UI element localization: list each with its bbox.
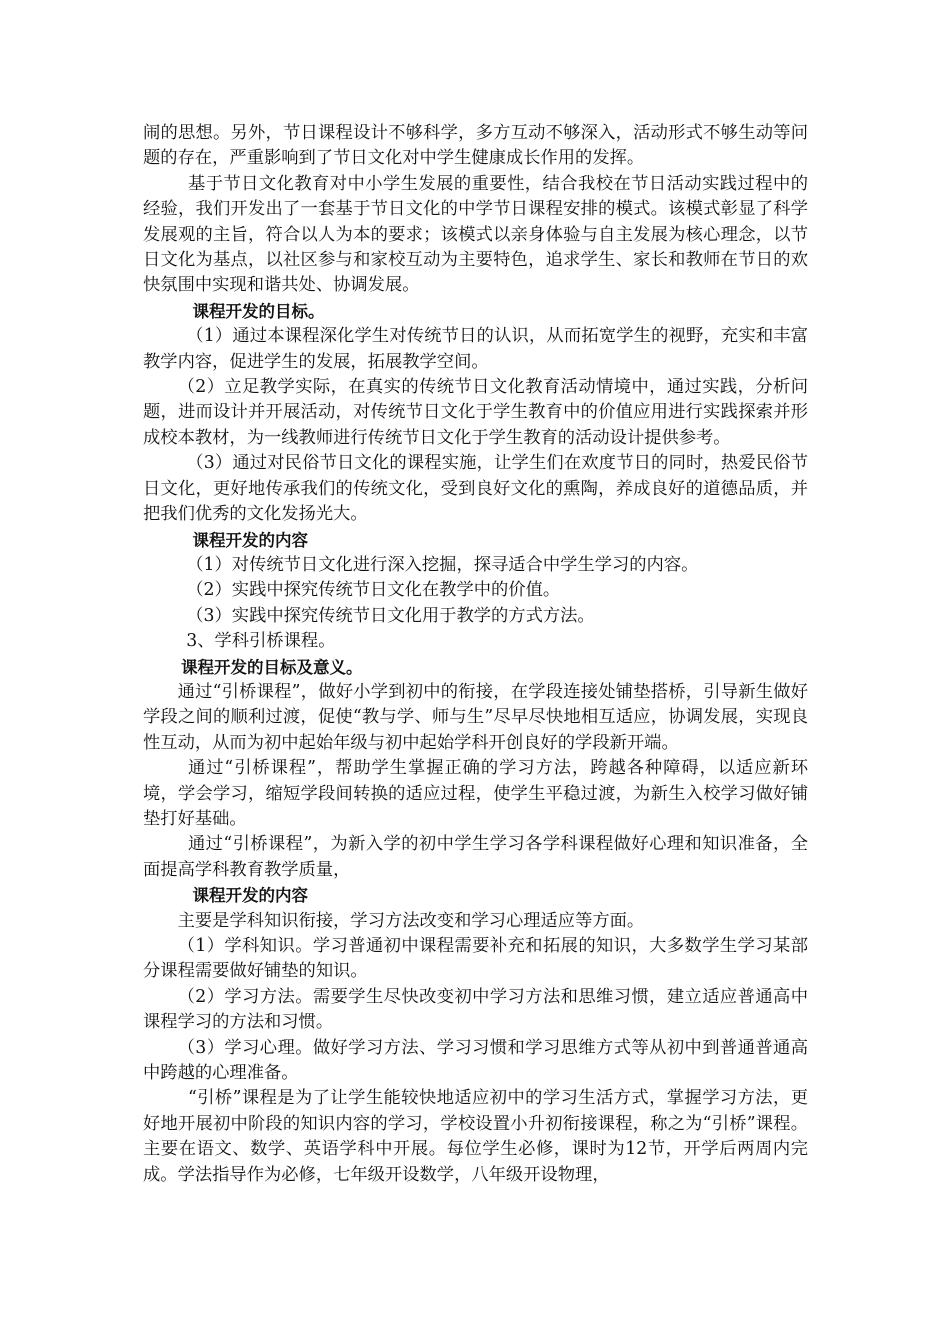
section-number: 3、学科引桥课程。 <box>186 631 336 652</box>
list-item: （3）实践中探究传统节日文化用于教学的方式方法。 <box>186 605 595 626</box>
section-heading: 课程开发的目标及意义。 <box>180 657 363 677</box>
list-item: （1）学科知识。学习普通初中课程需要补充和拓展的知识，大多数学生学习某部分课程需要做好铺垫的知识。 <box>143 936 808 982</box>
document-body <box>143 121 808 1188</box>
paragraph: 基于节日文化教育对中小学生发展的重要性，结合我校在节日活动实践过程中的经验，我们开发出了一套基于节日文化的中学节日课程安排的模式。该模式彰显了科学发展观的主旨，符合以人为本的要求；该模式以亲身体验与自主发展为核心理念，以节日文化为基点，以社区参与和家校互动为主要特色，追求学生、家长和教师在节日的欢快氛围中实现和谐共处、协调发展。 <box>143 173 808 296</box>
paragraph: 通过“引桥课程”，帮助学生掌握正确的学习方法，跨越各种障碍，以适应新环境，学会学习，缩短学段间转换的适应过程，使学生平稳过渡，为新生入校学习做好铺垫打好基础。 <box>143 758 808 829</box>
list-item: （2）学习方法。需要学生尽快改变初中学习方法和思维习惯，建立适应普通高中课程学习的方法和习惯。 <box>143 986 808 1033</box>
section-heading: 课程开发的内容 <box>192 886 308 906</box>
paragraph: 通过“引桥课程”，做好小学到初中的衔接，在学段连接处铺垫搭桥，引导新生做好学段之间的顺利过渡，促使“教与学、师与生”尽早尽快地相互适应，协调发展，实现良性互动，从而为初中起始年级与初中起始学科开创良好的学段新开端。 <box>143 681 808 753</box>
paragraph: 闹的思想。另外，节日课程设计不够科学，多方互动不够深入，活动形式不够生动等问题的存在，严重影响到了节日文化对中学生健康成长作用的发挥。 <box>143 123 808 169</box>
list-item: （1）对传统节日文化进行深入挖掘，探寻适合中学生学习的内容。 <box>186 554 699 575</box>
paragraph: 通过“引桥课程”，为新入学的初中学生学习各学科课程做好心理和知识准备，全面提高学科教育教学质量， <box>143 834 808 880</box>
list-item: （3）学习心理。做好学习方法、学习习惯和学习思维方式等从初中到普通普通高中跨越的心理准备。 <box>143 1037 808 1084</box>
list-item: （2）立足教学实际，在真实的传统节日文化教育活动情境中，通过实践，分析问题，进而设计并开展活动，对传统节日文化于学生教育中的价值应用进行实践探索并形成校本教材，为一线教师进行传统节日文化于学生教育的活动设计提供参考。 <box>143 377 808 448</box>
list-item: （1）通过本课程深化学生对传统节日的认识，从而拓宽学生的视野，充实和丰富教学内容，促进学生的发展，拓展教学空间。 <box>143 326 808 372</box>
paragraph: “引桥”课程是为了让学生能较快地适应初中的学习生活方式，掌握学习方法，更好地开展初中阶段的知识内容的学习，学校设置小升初衔接课程，称之为“引桥”课程。主要在语文、数学、英语学科中开展。每位学生必修，课时为12节，开学后两周内完成。学法指导作为必修，七年级开设数学，八年级开设物理， <box>143 1088 808 1185</box>
list-item: （2）实践中探究传统节日文化在教学中的价值。 <box>186 580 561 601</box>
section-heading: 课程开发的目标。 <box>192 301 325 321</box>
list-item: （3）通过对民俗节日文化的课程实施，让学生们在欢度节日的同时，热爱民俗节日文化，更好地传承我们的传统文化，受到良好文化的熏陶，养成良好的道德品质，并把我们优秀的文化发扬光大。 <box>143 453 808 525</box>
paragraph: 主要是学科知识衔接，学习方法改变和学习心理适应等方面。 <box>177 910 645 931</box>
section-heading: 课程开发的内容 <box>192 530 308 550</box>
